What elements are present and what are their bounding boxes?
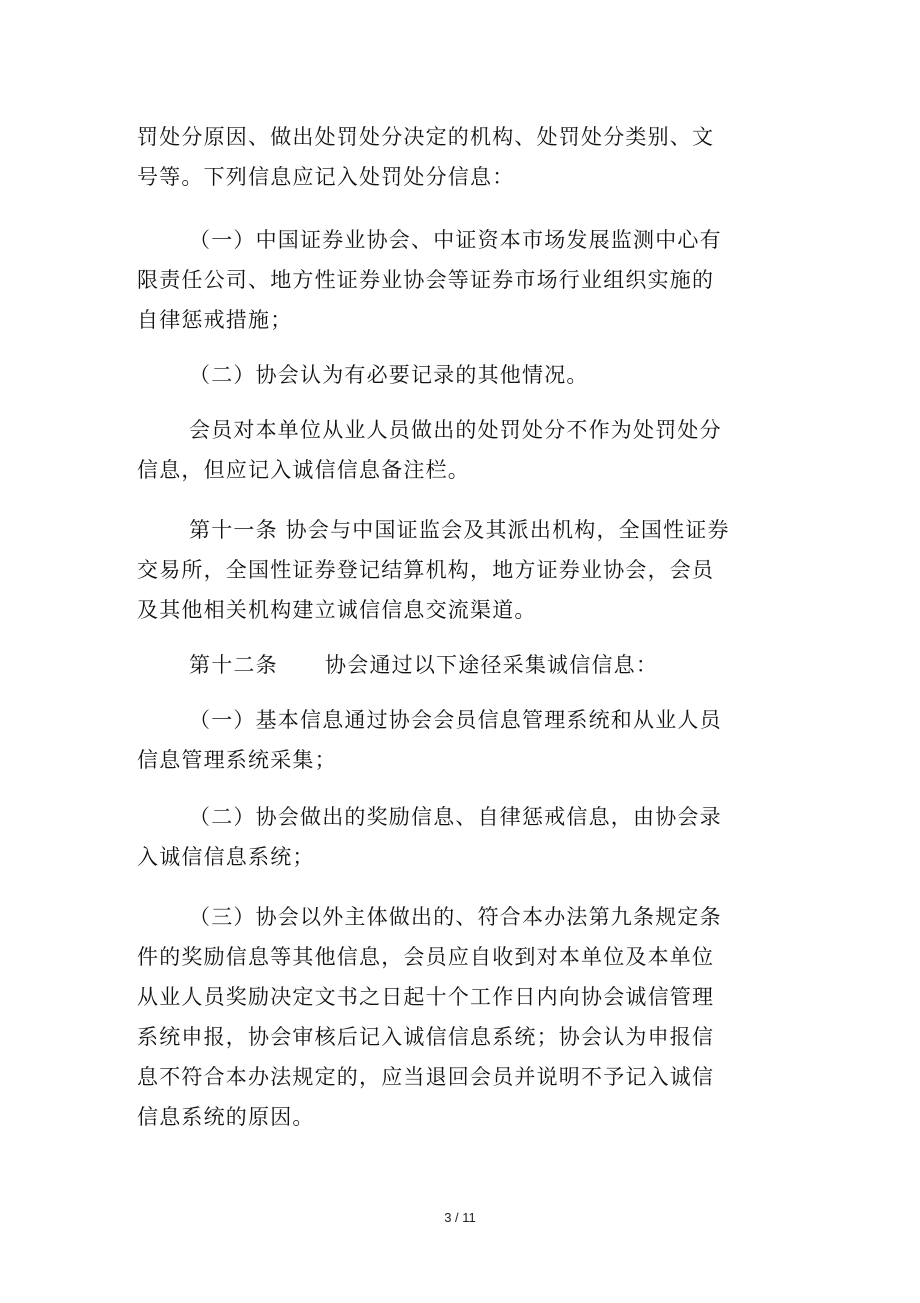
paragraph-member-penalty-note [137, 410, 747, 490]
paragraph-item-2-other [137, 355, 747, 395]
text-line: 号等。下列信息应记入处罚处分信息： [137, 165, 515, 189]
text-line: 会员对本单位从业人员做出的处罚处分不作为处罚处分 [189, 418, 722, 442]
text-line: 入诚信信息系统； [137, 845, 315, 869]
text-line: 自律惩戒措施； [137, 308, 293, 332]
text-line: （一）基本信息通过协会会员信息管理系统和从业人员 [189, 708, 722, 732]
text-line: 第十二条 协会通过以下途径采集诚信信息： [189, 653, 659, 677]
text-line: 息不符合本办法规定的，应当退回会员并说明不予记入诚信 [137, 1065, 715, 1089]
text-line: 系统申报，协会审核后记入诚信信息系统；协会认为申报信 [137, 1025, 715, 1049]
paragraph-penalty-info-continued [137, 117, 747, 197]
text-line: （一）中国证券业协会、中证资本市场发展监测中心有 [189, 228, 722, 252]
paragraph-article-12 [137, 645, 747, 685]
text-line: （三）协会以外主体做出的、符合本办法第九条规定条 [189, 905, 722, 929]
paragraph-article-11 [137, 510, 747, 630]
text-line: 信息，但应记入诚信信息备注栏。 [137, 458, 470, 482]
text-line: 信息管理系统采集； [137, 748, 337, 772]
page-number: 3 / 11 [444, 1210, 476, 1225]
paragraph-article-12-item-2 [137, 797, 747, 877]
paragraph-article-12-item-1 [137, 700, 747, 780]
text-line: 件的奖励信息等其他信息，会员应自收到对本单位及本单位 [137, 945, 715, 969]
text-line: 从业人员奖励决定文书之日起十个工作日内向协会诚信管理 [137, 985, 715, 1009]
text-line: 第十一条 协会与中国证监会及其派出机构，全国性证券 [189, 518, 730, 542]
text-line: 信息系统的原因。 [137, 1105, 315, 1129]
text-line: 罚处分原因、做出处罚处分决定的机构、处罚处分类别、文 [137, 125, 715, 149]
text-line: 及其他相关机构建立诚信信息交流渠道。 [137, 598, 537, 622]
text-line: （二）协会做出的奖励信息、自律惩戒信息，由协会录 [189, 805, 722, 829]
text-line: （二）协会认为有必要记录的其他情况。 [189, 363, 589, 387]
paragraph-article-12-item-3 [137, 897, 747, 1137]
text-line: 交易所，全国性证券登记结算机构，地方证券业协会，会员 [137, 558, 715, 582]
text-line: 限责任公司、地方性证券业协会等证券市场行业组织实施的 [137, 268, 715, 292]
paragraph-item-1-self-discipline [137, 220, 747, 340]
